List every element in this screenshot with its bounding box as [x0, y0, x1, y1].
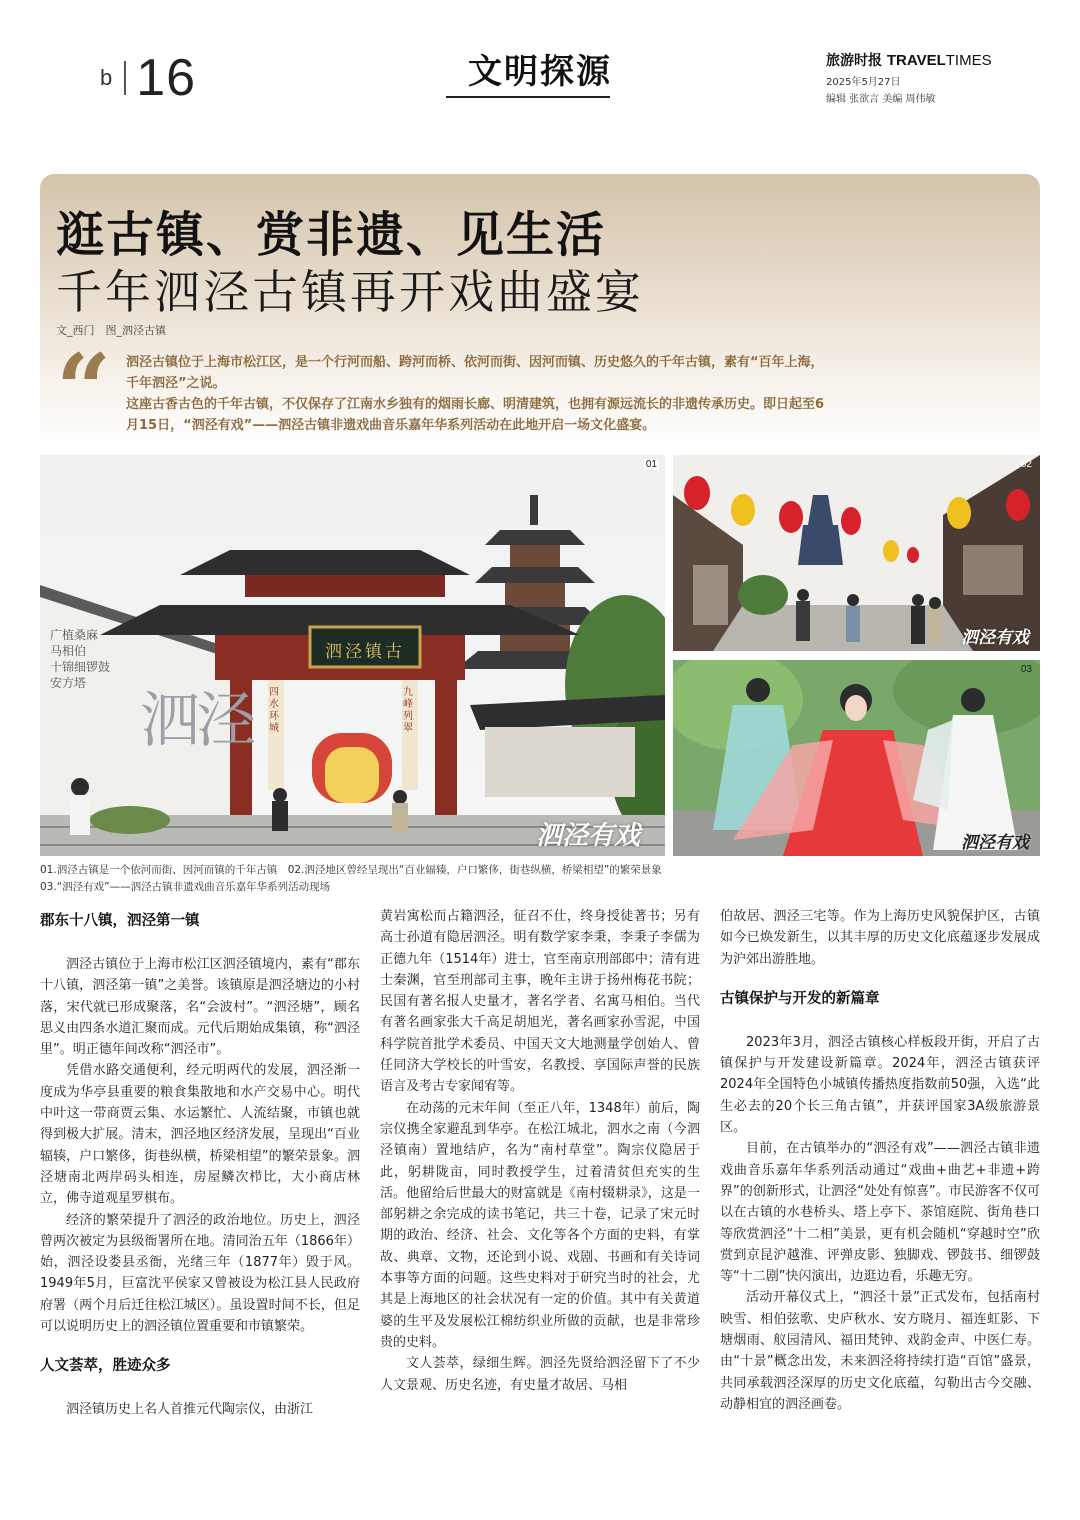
lead-text-2: 这座古香古色的千年古镇，不仅保存了江南水乡独有的烟雨长廊、明清建筑，也拥有源远流长的非遗传承历史。即日起至6月15日，“泗泾有戏”——泗泾古镇非遗戏曲音乐嘉年华系列活动在此地开启一场文化盛宴。 — [126, 397, 825, 433]
photo-watermark-1: 泗泾有戏 — [536, 821, 641, 851]
photo-number-03: 03 — [1020, 664, 1032, 675]
wall-text-list — [50, 627, 160, 691]
paper-name — [826, 50, 1026, 70]
photo-gateway — [40, 455, 665, 856]
photo-performers — [673, 660, 1040, 856]
editors-line: 编辑 张欲言 美编 周伟敏 — [826, 94, 936, 105]
article-column-3 — [720, 906, 1040, 1415]
byline: 文_西门 图_泗泾古镇 — [56, 324, 166, 337]
paragraph: 泗泾古镇位于上海市松江区泗泾镇境内，素有“郡东十八镇，泗泾第一镇”之美誉。该镇原是泗泾塘边的小村落，宋代就已形成聚落，名“会波村”。“泗泾塘”，顾名思义由四条水道汇聚而成。元代后期始成集镇，称“泗泾里”。明正德年间改称“泗泾市”。 — [40, 957, 360, 1058]
photo-number-02: 02 — [1020, 459, 1032, 470]
paragraph: 目前，在古镇举办的“泗泾有戏”——泗泾古镇非遗戏曲音乐嘉年华系列活动通过“戏曲+曲艺+非遗+跨界”的创新形式，让泗泾“处处有惊喜”。市民游客不仅可以在古镇的水巷桥头、塔上亭下、茶馆庭院、街角巷口等欣赏泗泾“十二相”美景，更有机会随机“穿越时空”欣赏到京昆沪越淮、评弹皮影、独脚戏、锣鼓书、细锣鼓等“十二剧”快闪演出，边逛边看，乐趣无穷。 — [720, 1141, 1040, 1285]
paper-name-en-bold: TRAVEL — [886, 52, 946, 69]
caption-line-2: 03.“泗泾有戏”——泗泾古镇非遗戏曲音乐嘉年华系列活动现场 — [40, 881, 331, 893]
lead-text-1: 泗泾古镇位于上海市松江区，是一个行河而船、跨河而桥、依河而街、因河而镇、历史悠久的千年古镇，素有“百年上海，千年泗泾”之说。 — [126, 355, 824, 391]
couplet-right: 九峰列翠 — [403, 687, 413, 734]
article-column-2 — [380, 906, 700, 1396]
wall-text-3: 十锦细锣鼓 — [50, 660, 111, 674]
paragraph: 文人荟萃，绿细生辉。泗泾先贤给泗泾留下了不少人文景观、历史名迹，有史量才故居、马相 — [380, 1356, 700, 1393]
issue-date: 2025年5月27日 — [826, 77, 901, 88]
paragraph: 伯故居、泗泾三宅等。作为上海历史风貌保护区，古镇如今已焕发新生，以其丰厚的历史文化底蕴逐步发展成为沪郊出游胜地。 — [720, 909, 1040, 967]
article-column-1 — [40, 906, 360, 1421]
paragraph: 黄岩寓松而占籍泗泾，征召不仕，终身授徒著书；另有高士孙道有隐居泗泾。明有数学家李秉，李秉子李儒为正德九年（1514年）进士，官至南京刑部郎中；清有进士秦渊，官至刑部司主事，晚年主讲于扬州梅花书院；民国有著名报人史量才，著名学者、名寓马相伯。当代有著名画家张大千高足胡旭光，著名画家孙雪泥，中国科学院首批学术委员、中国天文大地测量学创始人、曾任同济大学校长的叶雪安，名教授、享国际声誉的民族语言及考古专家闻宥等。 — [380, 909, 700, 1095]
spacer — [40, 1337, 360, 1351]
spacer — [40, 940, 360, 954]
subheading-1: 郡东十八镇，泗泾第一镇 — [40, 913, 200, 929]
photo-captions — [40, 862, 1040, 896]
paper-info — [826, 50, 1026, 105]
wall-text-4: 安方塔 — [50, 676, 87, 690]
paragraph: 在动荡的元末年间（至正八年，1348年）前后，陶宗仪携全家避乱到华亭。在松江城北，泗水之南（今泗泾镇南）置地结庐，名为“南村草堂”。陶宗仪隐居于此，躬耕陇亩，同时教授学生，过着清贫但充实的生活。他留给后世最大的财富就是《南村辍耕录》，这是一部躬耕之余完成的读书笔记，共三十卷，记录了宋元时期的政治、经济、社会、文化等各个方面的史料，有掌故、典章、文物，还论到小说、戏剧、书画和有关诗词本事等方面的问题。这些史料对于研究当时的社会，尤其是上海地区的社会状况有一定的价值。其中有关黄道婆的生平及发展松江棉纺织业所做的贡献，也是非常珍贵的史料。 — [380, 1100, 700, 1350]
paragraph: 经济的繁荣提升了泗泾的政治地位。历史上，泗泾曾两次被定为县级衙署所在地。清同治五年（1866年）始，泗泾设娄县丞衙，光绪三年（1877年）毁于风。1949年5月，巨富沈平侯家又曾被设为松江县人民政府府署（两个月后迁往松江城区）。虽设置时间不长，但足可以说明历史上的泗泾镇位置重要和市镇繁荣。 — [40, 1212, 360, 1335]
photo-watermark-2: 泗泾有戏 — [961, 628, 1029, 648]
quote-mark-icon: “ — [56, 333, 112, 446]
paragraph: 凭借水路交通便利，经元明两代的发展，泗泾渐一度成为华亭县重要的粮食集散地和水产交易中心。明代中叶这一带商贾云集、水运繁忙、人流结聚，市镇也就得到极大扩展。清末，泗泾地区经济发展，呈现出“百业辐辏，户口繁侈，街巷纵横，桥梁相望”的繁荣景象。泗泾塘南北两岸码头相连，房屋鳞次栉比，大小商店林立，佛寺道观星罗棋布。 — [40, 1063, 360, 1207]
paper-name-cn: 旅游时报 — [826, 53, 882, 69]
photo-watermark-3: 泗泾有戏 — [961, 833, 1029, 853]
gate-plaque-text: 泗泾镇古 — [325, 642, 405, 662]
spacer — [720, 1018, 1040, 1032]
caption-line-1: 01.泗泾古镇是一个依河而街、因河而镇的千年古镇 02.泗泾地区曾经呈现出“百业辐辏，户口繁侈，街巷纵横，桥梁相望”的繁荣景象 — [40, 864, 662, 876]
paragraph: 泗泾镇历史上名人首推元代陶宗仪，由浙江 — [66, 1402, 314, 1418]
paper-name-en: TIMES — [945, 52, 992, 69]
photo-lantern-street — [673, 455, 1040, 651]
spacer — [40, 1385, 360, 1399]
subheading-2: 人文荟萃，胜迹众多 — [40, 1358, 171, 1375]
headline-main: 逛古镇、赏非遗、见生活 — [56, 207, 607, 263]
section-title: 文明探源 — [468, 52, 612, 92]
headline-sub: 千年泗泾古镇再开戏曲盛宴 — [56, 265, 644, 319]
wall-text-2: 马相伯 — [50, 644, 87, 658]
section-underline — [446, 96, 610, 98]
paragraph: 2023年3月，泗泾古镇核心样板段开街，开启了古镇保护与开发建设新篇章。2024年，泗泾古镇获评2024年全国特色小城镇传播热度指数前50强，入选“此生必去的20个长三角古镇”，并获评国家3A级旅游景区。 — [720, 1034, 1040, 1136]
spacer — [720, 970, 1040, 984]
page-number: 16 — [136, 49, 197, 107]
page-letter: b — [100, 65, 113, 90]
lead-paragraph — [126, 352, 834, 436]
subheading-3: 古镇保护与开发的新篇章 — [720, 990, 880, 1007]
wall-calligraphy: 泗泾 — [140, 686, 252, 756]
wall-text-1: 广植桑麻 — [50, 628, 99, 642]
couplet-left: 四水环城 — [269, 687, 279, 734]
photo-number-01: 01 — [645, 459, 657, 470]
paragraph: 活动开幕仪式上，“泗泾十景”正式发布，包括南村映雪、相伯弦歌、史庐秋水、安方晓月、福连虹影、下塘烟雨、舣园清风、福田梵钟、戏韵金声、中医仁寿。由“十景”概念出发，未来泗泾将持续打造“百馆”盛景，共同承载泗泾深厚的历史文化底蕴，勾勒出古今交融、动静相宜的泗泾画卷。 — [720, 1290, 1040, 1412]
